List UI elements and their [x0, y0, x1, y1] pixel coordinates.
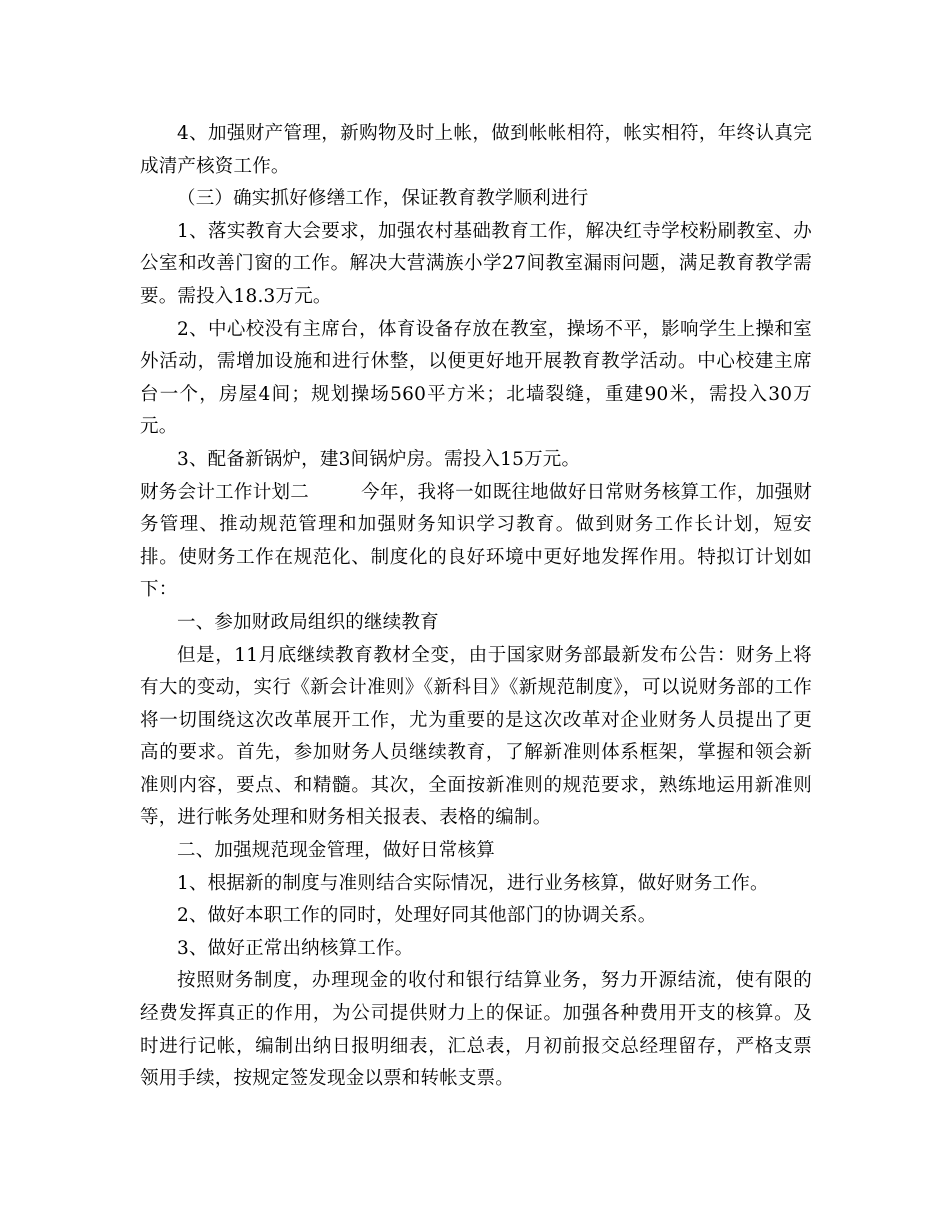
paragraph-continuing-education: 但是，11月底继续教育教材全变，由于国家财务部最新发布公告：财务上将有大的变动，实行《新会计准则》《新科目》《新规范制度》，可以说财务部的工作将一切围绕这次改革展开工作，尤为重要的是这次改革对企业财务人员提出了更高的要求。首先，参加财务人员继续教育，了解新准则体系框架，掌握和领会新准则内容，要点、和精髓。其次，全面按新准则的规范要求，熟练地运用新准则等，进行帐务处理和财务相关报表、表格的编制。	[140, 644, 812, 829]
section-intro-text: 今年，我将一如既往地做好日常财务核算工作，加强财务管理、推动规范管理和加强财务知识学习教育。做到财务工作长计划，短安排。使财务工作在规范化、制度化的良好环境中更好地发挥作用。特拟订计划如下：	[140, 481, 812, 601]
heading-cash-management: 二、加强规范现金管理，做好日常核算	[177, 840, 495, 862]
paragraph-cash-procedures: 按照财务制度，办理现金的收付和银行结算业务，努力开源结流，使有限的经费发挥真正的作用，为公司提供财力上的保证。加强各种费用开支的核算。及时进行记帐，编制出纳日报明细表，汇总表，月初前报交总经理留存，严格支票领用手续，按规定签发现金以票和转帐支票。	[140, 970, 812, 1090]
paragraph-cash-item-2: 2、做好本职工作的同时，处理好同其他部门的协调关系。	[177, 905, 657, 927]
section-intro-paragraph	[140, 477, 812, 607]
paragraph-repair-item-1: 1、落实教育大会要求，加强农村基础教育工作，解决红寺学校粉刷教室、办公室和改善门窗的工作。解决大营满族小学27间教室漏雨问题，满足教育教学需要。需投入18.3万元。	[140, 220, 812, 307]
document-body	[140, 118, 812, 1096]
paragraph-repair-item-3: 3、配备新锅炉，建3间锅炉房。需投入15万元。	[177, 448, 581, 470]
heading-repair-work: （三）确实抓好修缮工作，保证教育教学顺利进行	[177, 188, 589, 210]
heading-continuing-education: 一、参加财政局组织的继续教育	[177, 611, 439, 633]
paragraph-repair-item-2: 2、中心校没有主席台，体育设备存放在教室，操场不平，影响学生上操和室外活动，需增加设施和进行休整，以便更好地开展教育教学活动。中心校建主席台一个，房屋4间；规划操场560平方米；北墙裂缝，重建90米，需投入30万元。	[140, 318, 812, 438]
section-title: 财务会计工作计划二	[140, 481, 310, 503]
paragraph-cash-item-1: 1、根据新的制度与准则结合实际情况，进行业务核算，做好财务工作。	[177, 872, 769, 894]
paragraph-property-management: 4、加强财产管理，新购物及时上帐，做到帐帐相符，帐实相符，年终认真完成清产核资工作。	[140, 123, 812, 177]
paragraph-cash-item-3: 3、做好正常出纳核算工作。	[177, 937, 414, 959]
